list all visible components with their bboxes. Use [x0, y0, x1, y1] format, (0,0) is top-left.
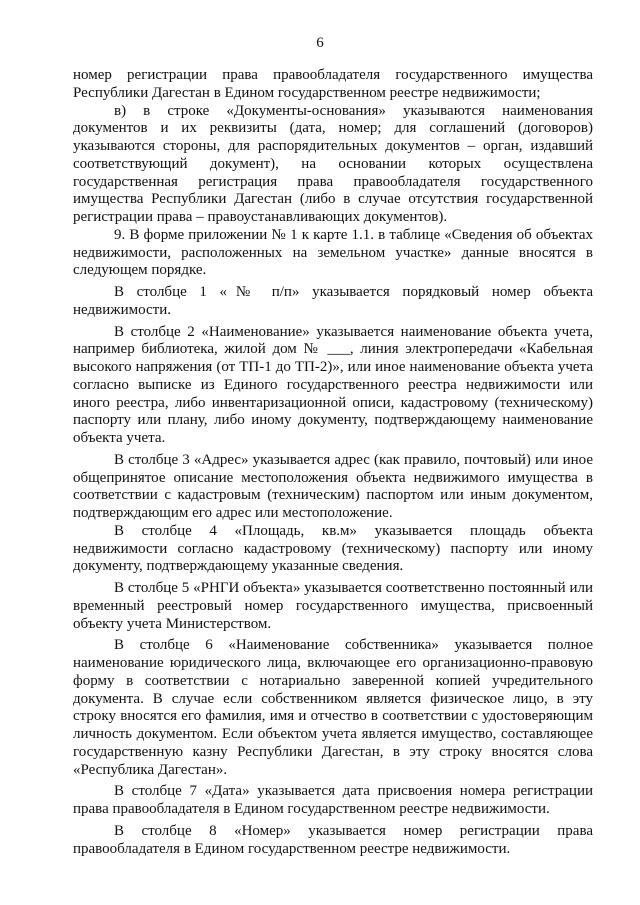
paragraph-column-6: В столбце 6 «Наименование собственника» указывается полное наименование юридического лица, включающее его организационно-правовую форму в соответствии с нотариально заверенной копией учредительного документа. В случае если собственником является физическое лицо, в эту строку вносятся его фамилия, имя и отчество в соответствии с удостоверяющим личность документом. Если объектом учета является имущество, составляющее государственную казну Республики Дагестан, в эту строку вносятся слова «Республика Дагестан».: [73, 637, 593, 778]
paragraph-column-3: В столбце 3 «Адрес» указывается адрес (как правило, почтовый) или иное общепринятое описание местоположения объекта недвижимого имущества в соответствии с кадастровым (техническим) паспортом или иным документом, подтверждающим его адрес или местоположение.: [73, 451, 593, 521]
paragraph-column-1: В столбце 1 «№ п/п» указывается порядковый номер объекта недвижимости.: [73, 284, 593, 318]
paragraph-column-7: В столбце 7 «Дата» указывается дата присвоения номера регистрации права правообладателя в Едином государственном реестре недвижимости.: [73, 783, 593, 817]
paragraph-column-2: В столбце 2 «Наименование» указывается наименование объекта учета, например библиотека, жилой дом № ___, линия электропередачи «Кабельная высокого напряжения (от ТП-1 до ТП-2)», или иное наименование объекта учета согласно выписке из Единого государственного реестра недвижимости или иного реестра, либо инвентаризационной описи, кадастровому (техническому) паспорту или плану, либо иному документу, подтверждающему наименование объекта учета.: [73, 323, 593, 446]
document-body: [73, 67, 593, 858]
paragraph-column-4: В столбце 4 «Площадь, кв.м» указывается площадь объекта недвижимости согласно кадастровому (техническому) паспорту или иному документу, подтверждающему указанные сведения.: [73, 522, 593, 575]
paragraph-section-9: 9. В форме приложении № 1 к карте 1.1. в таблице «Сведения об объектах недвижимости, расположенных на земельном участке» данные вносятся в следующем порядке.: [73, 226, 593, 279]
paragraph-column-8: В столбце 8 «Номер» указывается номер регистрации права правообладателя в Едином государственном реестре недвижимости.: [73, 822, 593, 857]
paragraph-documents-basis: в) в строке «Документы-основания» указываются наименования документов и их реквизиты (дата, номер; для соглашений (договоров) указываются стороны, для распорядительных документов – орган, издавший соответствующий документ), на основании которых осуществлена государственная регистрация права правообладателя государственного имущества Республики Дагестан (либо в случае отсутствия государственной регистрации права – правоустанавливающих документов).: [73, 102, 593, 225]
paragraph-continuation: номер регистрации права правообладателя государственного имущества Республики Дагестан в Едином государственном реестре недвижимости;: [73, 67, 593, 101]
paragraph-column-5: В столбце 5 «РНГИ объекта» указывается соответственно постоянный или временный реестровый номер государственного имущества, присвоенный объекту учета Министерством.: [73, 580, 593, 632]
page-number: 6: [316, 35, 324, 51]
